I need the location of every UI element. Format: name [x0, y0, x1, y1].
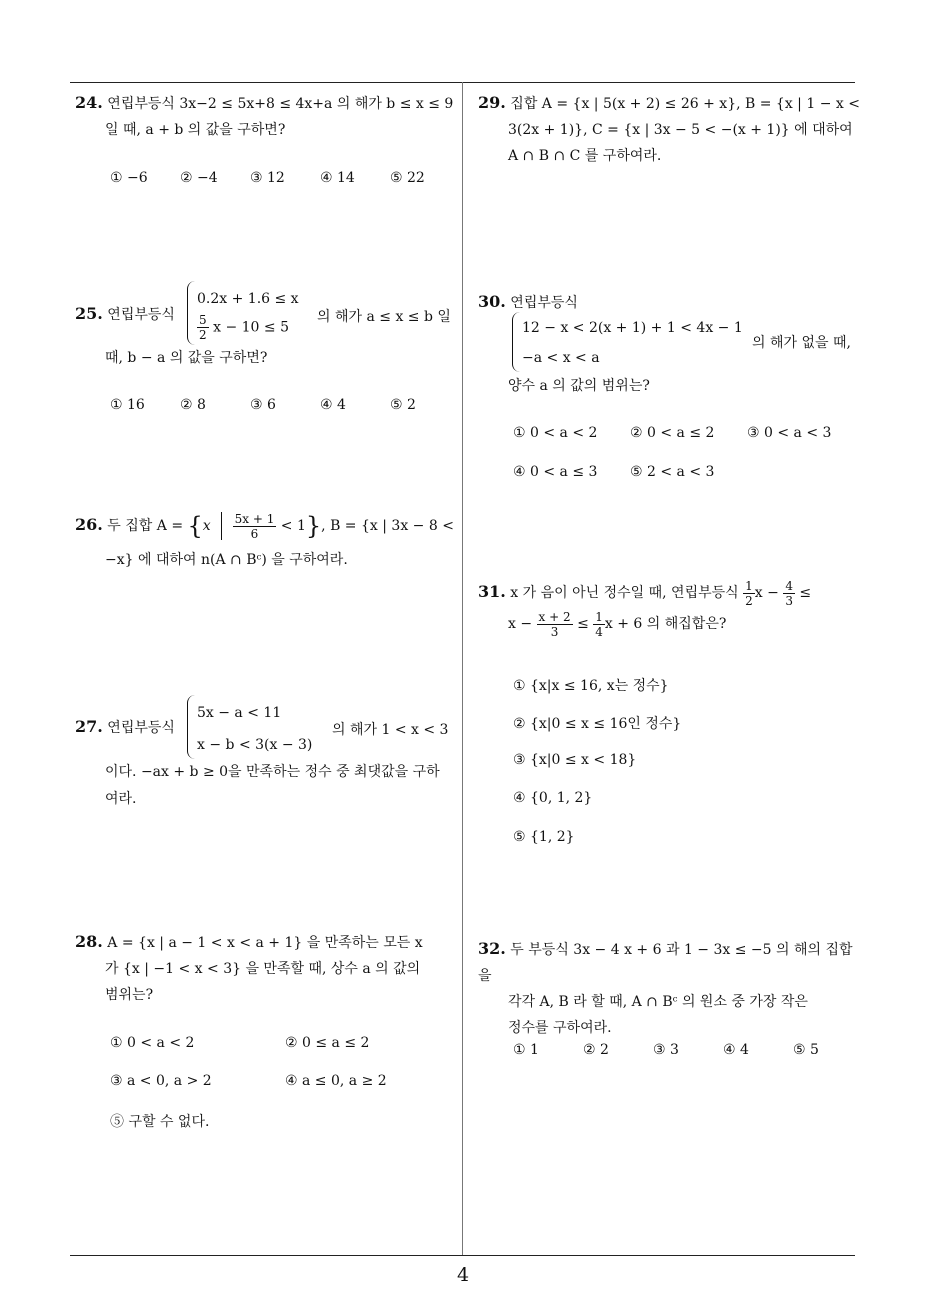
- question-text: 각각 A, B 라 할 때, A ∩ Bᶜ 의 원소 중 가장 작은: [508, 994, 808, 1010]
- question-text: 의 해가 1 < x < 3: [332, 722, 449, 738]
- choice[interactable]: ① {x|x ≤ 16, x는 정수}: [513, 678, 669, 694]
- bottom-rule: [70, 1255, 855, 1256]
- question-text: 가 {x | −1 < x < 3} 을 만족할 때, 상수 a 의 값의: [105, 961, 421, 977]
- question-text: 정수를 구하여라.: [508, 1020, 612, 1036]
- question-text: x 가 음이 아닌 정수일 때, 연립부등식: [510, 585, 739, 601]
- equation: 0.2x + 1.6 ≤ x: [197, 291, 299, 307]
- question-text: 의 해가 없을 때,: [752, 335, 851, 351]
- question-27: [75, 717, 175, 737]
- page-number: 4: [456, 1264, 470, 1286]
- question-number: 31.: [478, 582, 506, 601]
- question-text: 이다. −ax + b ≥ 0을 만족하는 정수 중 최댓값을 구하: [105, 764, 440, 780]
- question-text: 의 해가 a ≤ x ≤ b 일: [317, 309, 451, 325]
- choice[interactable]: ④ 4: [723, 1042, 749, 1058]
- question-26: 26. 두 집합 A = {x $\frac{5x + 1}{6}$ < 1}, B = {x | 3x − 8 <: [75, 511, 454, 541]
- question-text: 연립부등식 3x−2 ≤ 5x+8 ≤ 4x+a 의 해가 b ≤ x ≤ 9: [107, 96, 454, 112]
- choice[interactable]: ① −6: [110, 170, 148, 186]
- choice[interactable]: ⑤ 5: [793, 1042, 819, 1058]
- choice[interactable]: ⑤ 22: [390, 170, 425, 186]
- choice[interactable]: ③ a < 0, a > 2: [110, 1073, 212, 1089]
- choices-28: [110, 1035, 460, 1145]
- inequality-system-25: [187, 281, 307, 347]
- choice[interactable]: ⑤ 2: [390, 397, 416, 413]
- choice[interactable]: ③ 6: [250, 397, 276, 413]
- choice[interactable]: ① 1: [513, 1042, 539, 1058]
- question-text: 때, b − a 의 값을 구하면?: [105, 350, 268, 366]
- question-text: 일 때, a + b 의 값을 구하면?: [105, 122, 286, 138]
- question-text: 두 부등식 3x − 4 x + 6 과 1 − 3x ≤ −5 의 해의 집합을: [478, 942, 853, 984]
- question-31: 31. x 가 음이 아닌 정수일 때, 연립부등식 $\frac{1}{2}$ x − $\frac{4}{3}$ ≤: [478, 578, 812, 608]
- choice[interactable]: ② 0 ≤ a ≤ 2: [285, 1035, 370, 1051]
- choice[interactable]: ⑤ 2 < a < 3: [630, 464, 715, 480]
- question-text: A ∩ B ∩ C 를 구하여라.: [508, 148, 662, 164]
- choice[interactable]: ④ 14: [320, 170, 355, 186]
- question-text: 범위는?: [105, 987, 154, 1003]
- question-29: [478, 90, 863, 169]
- question-24: [75, 90, 460, 143]
- choices-31: [513, 675, 853, 845]
- question-text: 연립부등식: [510, 295, 578, 311]
- choices-30: [513, 425, 853, 485]
- inequality-system-30: [512, 312, 747, 374]
- choice[interactable]: ④ 4: [320, 397, 346, 413]
- choice[interactable]: ② 2: [583, 1042, 609, 1058]
- question-number: 26.: [75, 515, 103, 534]
- choice[interactable]: ⑤ 구할 수 없다.: [110, 1114, 210, 1130]
- choice[interactable]: ① 0 < a < 2: [110, 1035, 195, 1051]
- choice[interactable]: ③ 3: [653, 1042, 679, 1058]
- equation: −a < x < a: [522, 350, 600, 366]
- question-text: 여라.: [105, 791, 137, 807]
- question-number: 25.: [75, 304, 103, 323]
- equation: $\frac{5}{2}$ x − 10 ≤ 5: [199, 313, 289, 342]
- question-text: A = {x | a − 1 < x < a + 1} 을 만족하는 모든 x: [107, 935, 423, 951]
- inequality-system-27: [187, 695, 317, 761]
- question-text: 집합 A = {x | 5(x + 2) ≤ 26 + x}, B = {x | 1 − x <: [510, 96, 860, 112]
- choice[interactable]: ④ a ≤ 0, a ≥ 2: [285, 1073, 387, 1089]
- choice[interactable]: ② 8: [180, 397, 206, 413]
- question-text: 양수 a 의 값의 범위는?: [508, 378, 650, 394]
- question-number: 24.: [75, 93, 103, 112]
- choice[interactable]: ④ {0, 1, 2}: [513, 790, 593, 806]
- choice[interactable]: ② −4: [180, 170, 218, 186]
- question-text: 3(2x + 1)}, C = {x | 3x − 5 < −(x + 1)} 에 대하여: [508, 122, 853, 138]
- choice[interactable]: ④ 0 < a ≤ 3: [513, 464, 598, 480]
- question-number: 28.: [75, 932, 103, 951]
- equation: 5x − a < 11: [197, 705, 282, 721]
- question-text: x − $\frac{x + 2}{3}$ ≤ $\frac{1}{4}$ x + 6 의 해집합은?: [508, 609, 727, 639]
- choice[interactable]: ③ {x|0 ≤ x < 18}: [513, 752, 637, 768]
- choice[interactable]: ③ 12: [250, 170, 285, 186]
- column-separator: [462, 82, 463, 1255]
- choice[interactable]: ② {x|0 ≤ x ≤ 16인 정수}: [513, 716, 682, 732]
- question-28: [75, 929, 460, 1008]
- equation: x − b < 3(x − 3): [197, 737, 313, 753]
- question-text: −x} 에 대하여 n(A ∩ Bᶜ) 을 구하여라.: [105, 552, 348, 568]
- question-25: [75, 304, 175, 324]
- question-32: [478, 936, 863, 1041]
- question-text: 연립부등식: [107, 307, 175, 323]
- question-text: 두 집합 A =: [107, 518, 184, 534]
- choice[interactable]: ② 0 < a ≤ 2: [630, 425, 715, 441]
- choice[interactable]: ⑤ {1, 2}: [513, 829, 575, 845]
- equation: 12 − x < 2(x + 1) + 1 < 4x − 1: [522, 320, 743, 336]
- choice[interactable]: ③ 0 < a < 3: [747, 425, 832, 441]
- choice[interactable]: ① 16: [110, 397, 145, 413]
- question-number: 27.: [75, 717, 103, 736]
- question-number: 32.: [478, 939, 506, 958]
- question-number: 29.: [478, 93, 506, 112]
- choice[interactable]: ① 0 < a < 2: [513, 425, 598, 441]
- question-number: 30.: [478, 292, 506, 311]
- question-text: 연립부등식: [107, 720, 175, 736]
- question-30: [478, 292, 578, 312]
